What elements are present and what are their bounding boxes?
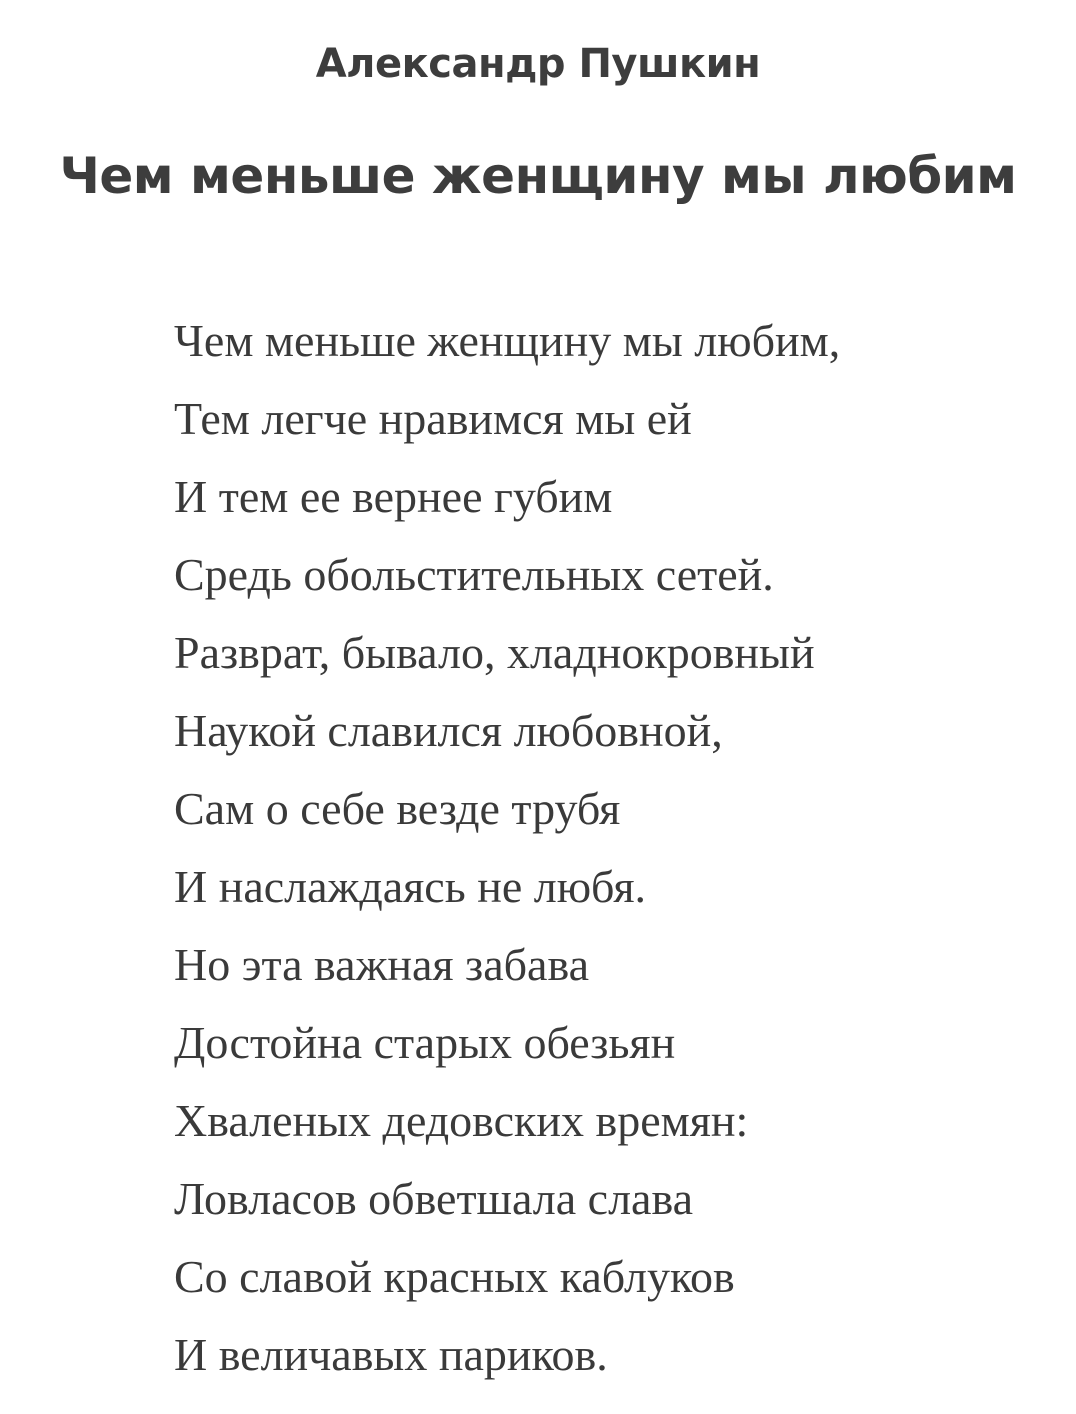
- poem-line: Наукой славился любовной,: [174, 705, 723, 756]
- poem-body: [174, 302, 1034, 1394]
- poem-line: Ловласов обветшала слава: [174, 1173, 693, 1224]
- poem-line: Хваленых дедовских времян:: [174, 1095, 749, 1146]
- poem-line: Тем легче нравимся мы ей: [174, 393, 692, 444]
- poem-line: Средь обольстительных сетей.: [174, 549, 774, 600]
- poem-line: Разврат, бывало, хладнокровный: [174, 627, 815, 678]
- poem-line: И величавых париков.: [174, 1329, 608, 1380]
- poem-title: Чем меньше женщину мы любим: [59, 147, 1017, 205]
- author-name: Александр Пушкин: [315, 41, 761, 87]
- poem-line: И тем ее вернее губим: [174, 471, 613, 522]
- poem-line: И наслаждаясь не любя.: [174, 861, 646, 912]
- poem-line: Сам о себе везде трубя: [174, 783, 621, 834]
- poem-line: Со славой красных каблуков: [174, 1251, 735, 1302]
- poem-line: Достойна старых обезьян: [174, 1017, 676, 1068]
- poem-line: Чем меньше женщину мы любим,: [174, 315, 841, 366]
- poem-line: Но эта важная забава: [174, 939, 589, 990]
